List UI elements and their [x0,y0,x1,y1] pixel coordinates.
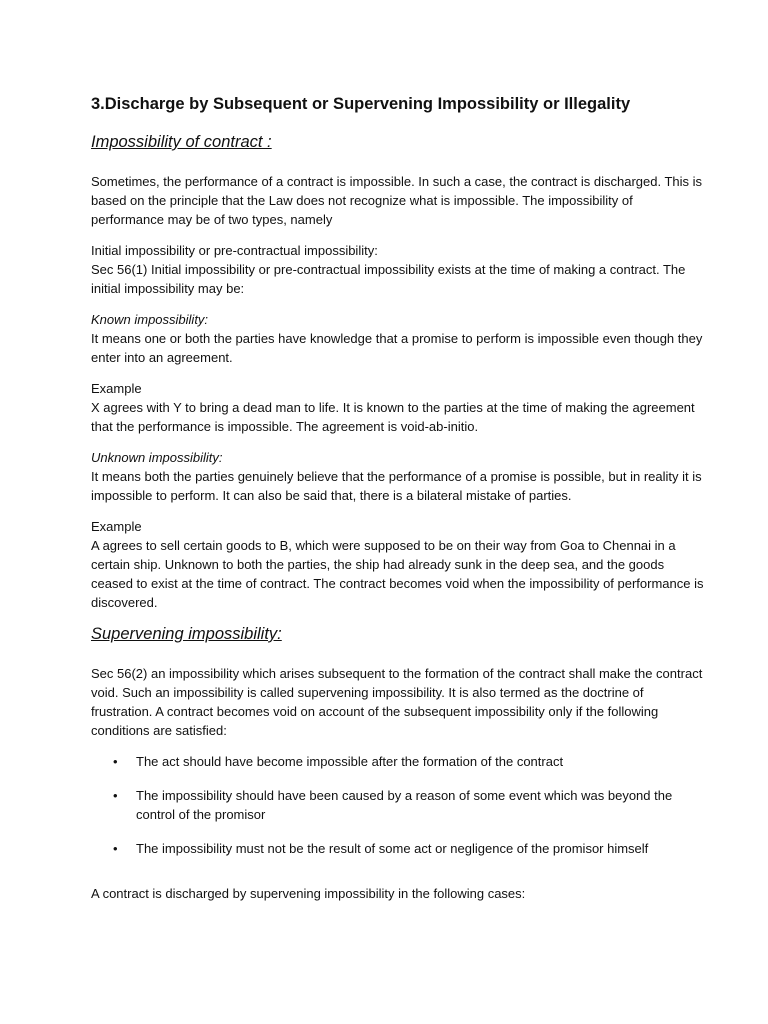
paragraph-example-1 [91,379,708,436]
list-item [91,752,708,771]
paragraph-supervening-intro [91,664,708,740]
paragraph-unknown-impossibility [91,448,708,505]
known-impossibility-text: It means one or both the parties have knowledge that a promise to perform is impossible even though they enter into an agreement. [91,331,703,365]
paragraph-example-2 [91,517,708,612]
conditions-list [91,752,708,858]
example-1-label: Example [91,381,142,396]
list-item [91,839,708,858]
paragraph-known-impossibility [91,310,708,367]
document-title: 3.Discharge by Subsequent or Supervening Impossibility or Illegality [91,95,631,113]
condition-text: The impossibility should have been caused by a reason of some event which was beyond the control of the promisor [136,788,673,822]
bullet-icon: • [113,841,118,856]
known-impossibility-heading: Known impossibility: [91,312,209,327]
closing-text: A contract is discharged by supervening impossibility in the following cases: [91,886,526,901]
example-1-text: X agrees with Y to bring a dead man to life. It is known to the parties at the time of making the agreement that the performance is impossible. The agreement is void-ab-initio. [91,400,695,434]
paragraph-initial-impossibility [91,241,708,298]
condition-text: The impossibility must not be the result of some act or negligence of the promisor himself [136,841,649,856]
list-item [91,786,708,824]
example-2-text: A agrees to sell certain goods to B, which were supposed to be on their way from Goa to Chennai in a certain ship. Unknown to both the parties, the ship had already sunk in the deep sea, and the goods ceased to exist at the time of contract. The contract becomes void when the impossibility of performance is discovered. [91,538,704,610]
bullet-icon: • [113,754,118,769]
intro-text: Sometimes, the performance of a contract is impossible. In such a case, the contract is discharged. This is based on the principle that the Law does not recognize what is impossible. The impossibility of performance may be of two types, namely [91,174,703,227]
example-2-label: Example [91,519,142,534]
paragraph-closing [91,884,708,903]
section-heading-impossibility-of-contract: Impossibility of contract : [91,133,272,151]
bullet-icon: • [113,788,118,803]
condition-text: The act should have become impossible after the formation of the contract [136,754,564,769]
unknown-impossibility-text: It means both the parties genuinely believe that the performance of a promise is possible, but in reality it is impossible to perform. It can also be said that, there is a bilateral mistake of parties. [91,469,702,503]
section-heading-supervening-impossibility: Supervening impossibility: [91,625,282,643]
unknown-impossibility-heading: Unknown impossibility: [91,450,223,465]
initial-impossibility-heading: Initial impossibility or pre-contractual impossibility: [91,243,378,258]
paragraph-intro [91,172,708,229]
initial-impossibility-text: Sec 56(1) Initial impossibility or pre-contractual impossibility exists at the time of making a contract. The initial impossibility may be: [91,262,686,296]
supervening-intro-text: Sec 56(2) an impossibility which arises subsequent to the formation of the contract shall make the contract void. Such an impossibility is called supervening impossibility. It is also termed as the doctrine of frustration. A contract becomes void on account of the subsequent impossibility only if the following conditions are satisfied: [91,666,703,738]
